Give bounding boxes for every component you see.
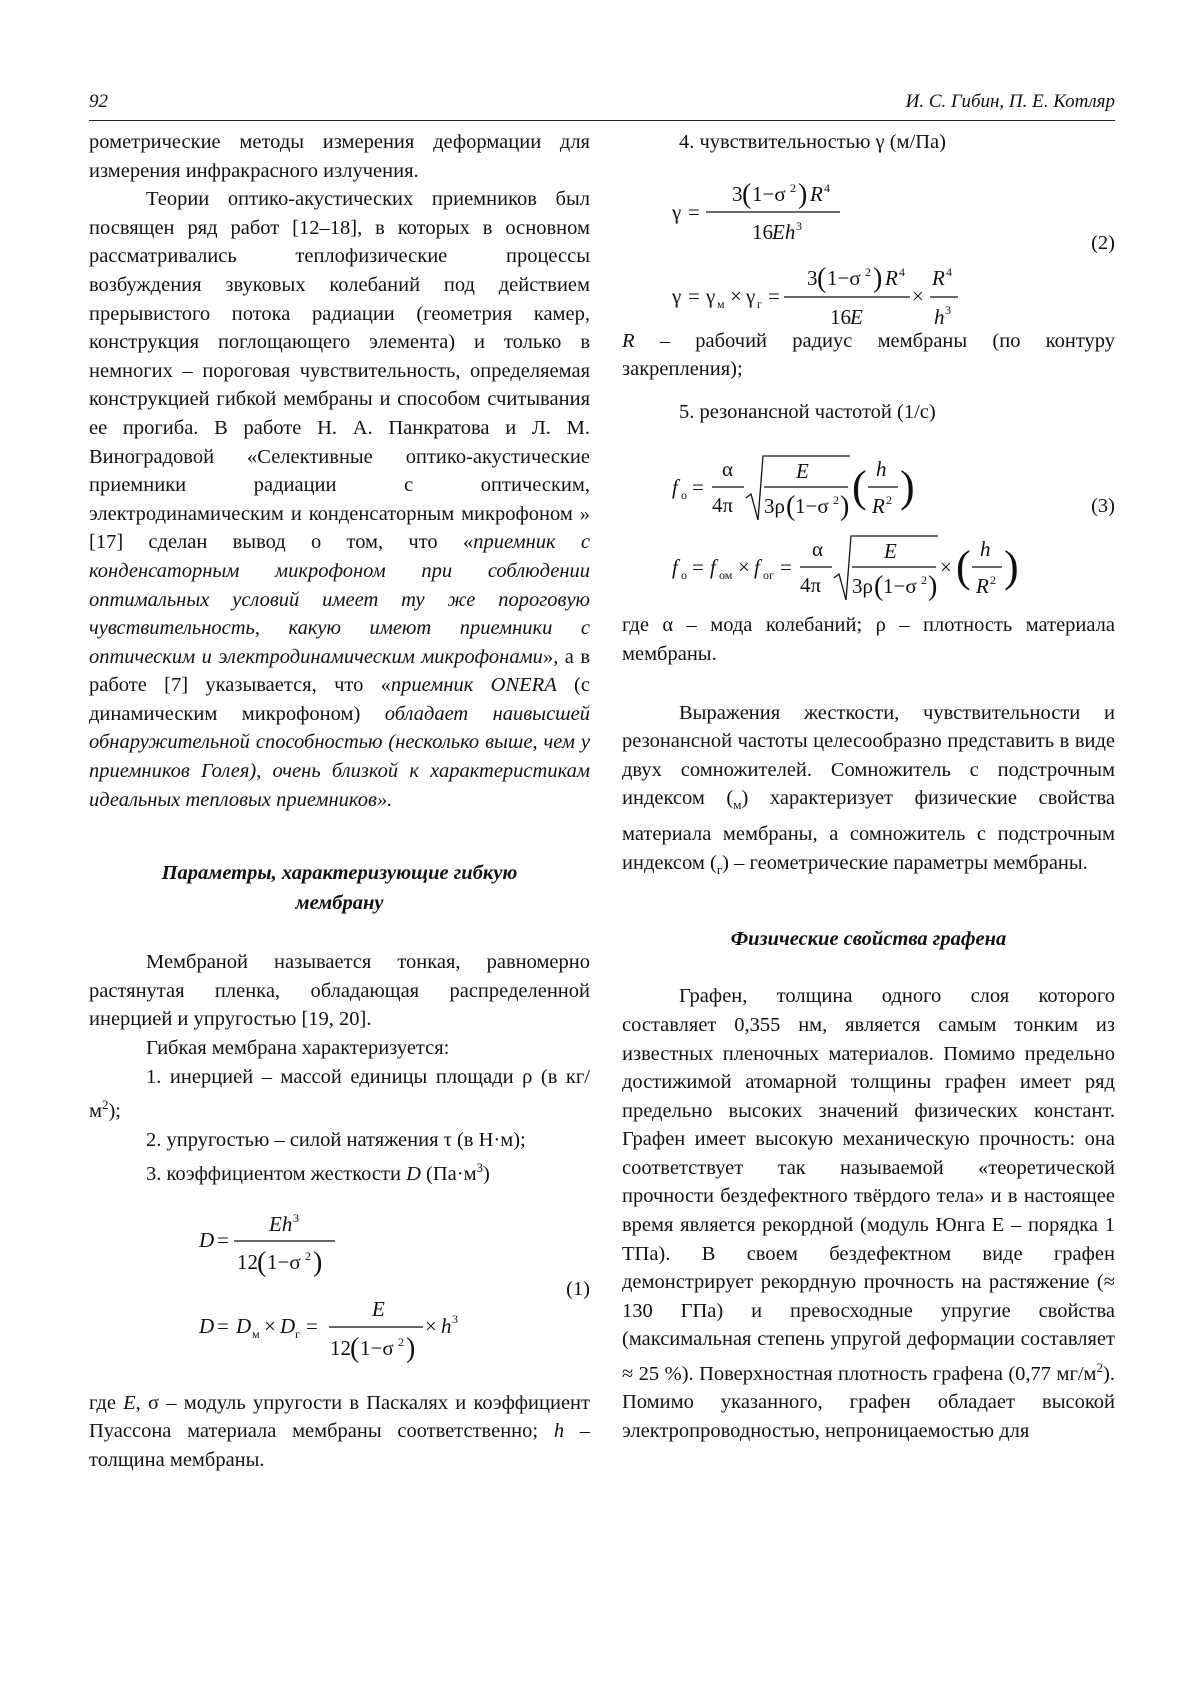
svg-text:г: г: [295, 1326, 300, 1341]
list-item: 2. упругостью – силой натяжения τ (в Н·м);: [146, 1128, 526, 1151]
svg-text:f: f: [672, 475, 678, 500]
svg-text:E: E: [372, 1296, 385, 1321]
svg-text:(: (: [742, 178, 752, 210]
svg-text:16: 16: [752, 219, 773, 244]
svg-text:R: R: [810, 181, 823, 206]
svg-text:(: (: [786, 491, 796, 523]
svg-text:γ: γ: [746, 283, 756, 308]
svg-text:×: ×: [730, 283, 742, 308]
svg-text:1−σ: 1−σ: [795, 494, 829, 519]
svg-text:): ): [840, 491, 850, 523]
svg-text:γ: γ: [706, 283, 716, 308]
svg-text:2: 2: [990, 573, 996, 588]
svg-text:3: 3: [452, 1311, 458, 1326]
svg-text:): ): [1004, 542, 1019, 592]
list-item: 3. коэффициентом жесткости D $(Па\cdot м^3)$: [146, 1160, 490, 1186]
left-column: [89, 128, 590, 1474]
paragraph: Мембраной называется тонкая, равномерно растянутая пленка, обладающая распределенной инерцией и упругостью [19, 20].: [89, 951, 590, 1031]
right-column: [622, 128, 1115, 1446]
svg-text:4: 4: [946, 264, 952, 279]
equation-number: (2): [1091, 231, 1115, 254]
svg-text:γ: γ: [672, 283, 682, 308]
section-heading: Параметры, характеризующие гибкую мембрану: [161, 862, 518, 915]
svg-text:Eh: Eh: [772, 219, 796, 244]
paragraph: Гибкая мембрана характеризуется:: [146, 1037, 450, 1060]
svg-text:г: г: [757, 296, 762, 311]
equation-1-svg: [89, 1189, 590, 1389]
svg-text:4: 4: [824, 180, 830, 195]
svg-text:3: 3: [945, 302, 951, 317]
svg-text:): ): [798, 178, 808, 210]
svg-text:2: 2: [921, 573, 927, 588]
svg-text:2: 2: [833, 493, 839, 508]
svg-text:o: o: [681, 488, 687, 503]
equation-1: [89, 1189, 590, 1389]
svg-text:): ): [873, 262, 883, 294]
list-item: 1. инерцией – массой единицы площади ρ (в $кг/м^2$);: [89, 1065, 590, 1123]
svg-text:γ: γ: [672, 199, 682, 224]
equation-3-svg: [622, 426, 1115, 611]
svg-text:3: 3: [293, 1210, 299, 1225]
equation-number: (3): [1091, 495, 1115, 518]
svg-text:=: =: [692, 555, 704, 580]
svg-text:h: h: [934, 304, 945, 329]
svg-text:×: ×: [738, 555, 750, 580]
list-item: 5. резонансной частотой (1/с): [679, 400, 936, 423]
svg-text:2: 2: [398, 1334, 404, 1349]
svg-text:1−σ: 1−σ: [752, 181, 786, 206]
paragraph: Выражения жесткости, чувствительности и резонансной частоты целесообразно представить в виде двух сомножителей. Сомножитель с подстрочным индексом $(_м)$ характеризует физические свойства материала мембраны, а сомножитель с подстрочным индексом $(_г)$ – геометрические параметры мембраны.: [622, 701, 1115, 877]
svg-text:E: E: [796, 459, 809, 484]
equation-2-svg: [622, 157, 1115, 327]
svg-text:4π: 4π: [800, 573, 822, 598]
svg-text:E: E: [850, 304, 863, 329]
svg-text:E: E: [884, 539, 897, 564]
svg-text:h: h: [980, 537, 991, 562]
paragraph: Теории оптико-акустических приемников был посвящен ряд работ [12–18], в которых в основном рассматривались теплофизические процессы возбуждения звуковых колебаний под действием прерывистого потока радиации (геометрия камер, конструкция поглощающего элемента) и только в немногих – пороговая чувствительность, определяемая конструкцией гибкой мембраны и способом считывания ее прогиба. В работе Н. А. Панкратова и Л. М. Виноградовой «Селективные оптико-акустические приемники радиации с оптическим, электродинамическим и конденсаторным микрофоном » [17] сделан вывод о том, что «приемник с конденсаторным микрофоном при соблюдении оптимальных условий имеет ту же пороговую чувствительность, какую имеют приемники с оптическим и электродинамическим микрофонами», а в работе [7] указывается, что «приемник ONERA (с динамическим микрофоном) обладает наивысшей обнаружительной способностью (несколько выше, чем у приемников Голея), очень близкой к характеристикам идеальных тепловых приемников».: [89, 188, 591, 811]
svg-text:1−σ: 1−σ: [827, 265, 861, 290]
svg-text:α: α: [722, 457, 734, 482]
section-heading: Физические свойства графена: [730, 928, 1007, 951]
svg-text:(: (: [817, 262, 827, 294]
svg-text:3: 3: [732, 181, 743, 206]
svg-text:(: (: [350, 1332, 360, 1364]
list-item: 4. чувствительностью γ (м/Па): [679, 131, 946, 153]
svg-text:1−σ: 1−σ: [360, 1335, 394, 1360]
svg-text:×: ×: [940, 555, 952, 580]
svg-text:×: ×: [425, 1313, 437, 1338]
svg-text:2: 2: [305, 1248, 311, 1263]
svg-text:м: м: [252, 1326, 260, 1341]
svg-text:R: R: [872, 494, 885, 519]
svg-text:): ): [928, 571, 938, 603]
svg-text:R: R: [976, 574, 989, 599]
svg-text:1−σ: 1−σ: [883, 574, 917, 599]
svg-text:α: α: [812, 537, 824, 562]
svg-text:f: f: [672, 555, 678, 580]
svg-text:o: o: [681, 568, 687, 583]
paragraph: Графен, толщина одного слоя которого составляет 0,355 нм, является самым тонким из известных пленочных материалов. Помимо предельно достижимой атомарной толщины графен имеет ряд предельно высоких значений физических констант. Графен имеет высокую механическую прочность: она соответствует так называемой «теоретической прочности бездефектного твёрдого тела» и в настоящее время является рекордной (модуль Юнга Е – порядка 1 ТПа). В своем бездефектном виде графен демонстрирует рекордную прочность на растяжение (≈ 130 ГПа) и превосходные упругие свойства (максимальная степень упругой деформации составляет ≈ 25 %). Поверхностная плотность графена (0,77 $мг/м^2$). Помимо указанного, графен обладает высокой электропроводностью, непроницаемостью для: [622, 985, 1115, 1443]
svg-text:3ρ: 3ρ: [852, 574, 873, 599]
svg-text:×: ×: [264, 1313, 276, 1338]
equation-number: (1): [566, 1277, 590, 1300]
svg-text:=: =: [688, 283, 700, 308]
svg-text:3ρ: 3ρ: [764, 494, 785, 519]
svg-text:3: 3: [807, 265, 818, 290]
svg-text:ог: ог: [763, 568, 774, 583]
svg-text:h: h: [876, 457, 887, 482]
page-number: 92: [89, 91, 108, 112]
svg-text:16: 16: [830, 304, 851, 329]
svg-text:h: h: [441, 1313, 452, 1338]
svg-text:ом: ом: [719, 568, 733, 583]
svg-text:=: =: [217, 1313, 229, 1338]
equation-2: [622, 157, 1115, 327]
svg-text:): ): [406, 1332, 416, 1364]
svg-text:4: 4: [899, 264, 905, 279]
paragraph: рометрические методы измерения деформации для измерения инфракрасного излучения.: [89, 131, 590, 182]
svg-text:Eh: Eh: [269, 1211, 293, 1236]
svg-text:=: =: [692, 475, 704, 500]
svg-text:=: =: [306, 1313, 318, 1338]
svg-text:D: D: [236, 1313, 252, 1338]
svg-text:D: D: [199, 1313, 215, 1338]
svg-text:2: 2: [790, 180, 796, 195]
paragraph: где α – мода колебаний; ρ – плотность материала мембраны.: [622, 614, 1115, 665]
svg-text:D: D: [280, 1313, 296, 1338]
svg-text:f: f: [754, 555, 760, 580]
svg-text:R: R: [885, 265, 898, 290]
paragraph: R – рабочий радиус мембраны (по контуру закрепления);: [622, 329, 1115, 381]
svg-text:2: 2: [865, 264, 871, 279]
svg-text:4π: 4π: [712, 493, 734, 518]
svg-text:×: ×: [912, 283, 924, 308]
paragraph: где E, σ – модуль упругости в Паскалях и коэффициент Пуассона материала мембраны соответственно; h – толщина мембраны.: [89, 1391, 591, 1471]
svg-text:3: 3: [796, 218, 802, 233]
svg-text:): ): [313, 1246, 323, 1278]
svg-text:(: (: [874, 571, 884, 603]
svg-text:1−σ: 1−σ: [267, 1249, 301, 1274]
svg-text:D: D: [199, 1227, 215, 1252]
svg-text:R: R: [932, 265, 945, 290]
svg-text:2: 2: [886, 493, 892, 508]
svg-text:(: (: [257, 1246, 267, 1278]
equation-3: [622, 426, 1115, 611]
svg-text:(: (: [956, 542, 971, 592]
svg-text:(: (: [852, 462, 867, 512]
svg-text:м: м: [717, 296, 725, 311]
svg-text:=: =: [768, 283, 780, 308]
svg-text:12: 12: [237, 1249, 258, 1274]
svg-text:=: =: [688, 199, 700, 224]
running-header: [89, 88, 1115, 121]
svg-text:12: 12: [330, 1335, 351, 1360]
svg-text:=: =: [217, 1227, 229, 1252]
svg-text:=: =: [780, 555, 792, 580]
running-authors: И. С. Гибин, П. Е. Котляр: [905, 91, 1115, 112]
svg-text:f: f: [710, 555, 716, 580]
svg-text:): ): [900, 462, 915, 512]
